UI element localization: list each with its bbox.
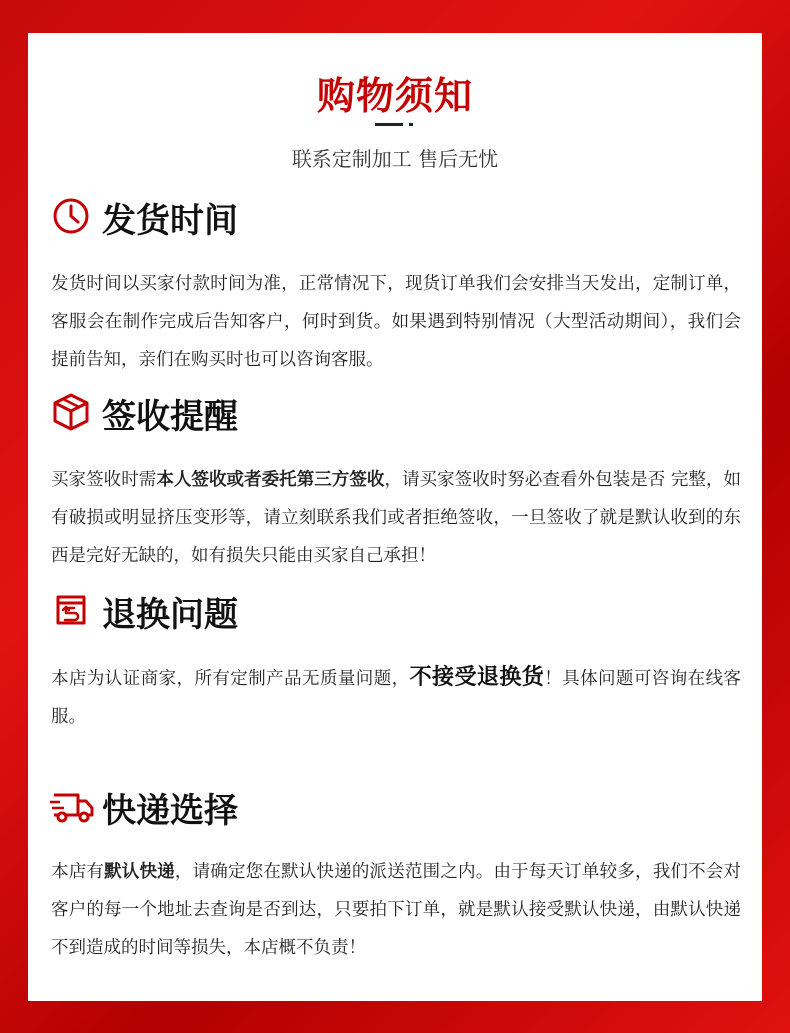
title-divider [375, 123, 403, 126]
page-title: 购物须知 [316, 74, 473, 118]
section-text: 发货时间以买家付款时间为准，正常情况下，现货订单我们会安排当天发出，定制订单，客服会在制作完成后告知客户，何时到货。如果遇到特别情况（大型活动期间），我们会提前告知，亲们在购买时也可以咨询客服。 [51, 274, 741, 370]
section-text [51, 659, 741, 736]
notice-card [28, 33, 762, 1001]
page-subtitle: 联系定制加工 售后无忧 [291, 147, 499, 171]
text-part: ，请买家签收时努必查看外包装是否 完整，如有破损或明显挤压变形等，请立刻联系我们或者拒绝签收，一旦签收了就是默认收到的东西是完好无缺的，如有损失只能由买家自己承担！ [51, 470, 742, 566]
box-icon [50, 391, 92, 433]
section-title: 退换问题 [102, 595, 238, 635]
section-title: 快递选择 [102, 791, 238, 831]
section-title: 签收提醒 [102, 397, 238, 437]
text-emphasis: 不接受退换货 [409, 665, 545, 690]
text-emphasis: 本人签收或者委托第三方签收 [156, 470, 385, 490]
text-part: ！具体问题可咨询在线客服。 [51, 669, 742, 727]
text-emphasis: 默认快递 [104, 862, 175, 882]
section-text [51, 853, 741, 967]
title-divider-dot [409, 123, 413, 126]
section-title: 发货时间 [102, 201, 238, 241]
text-part: ，请确定您在默认快递的派送范围之内。由于每天订单较多，我们不会对客户的每一个地址去查询是否到达，只要拍下订单，就是默认接受默认快递，由默认快递不到造成的时间等损失，本店概不负责！ [51, 862, 742, 958]
text-part: 买家签收时需 [51, 470, 157, 490]
text-part: 本店为认证商家，所有定制产品无质量问题， [51, 669, 410, 689]
clock-icon [50, 195, 92, 237]
section-text [51, 461, 741, 575]
truck-icon [50, 785, 96, 827]
text-part: 本店有 [51, 862, 105, 882]
return-icon [50, 589, 92, 631]
